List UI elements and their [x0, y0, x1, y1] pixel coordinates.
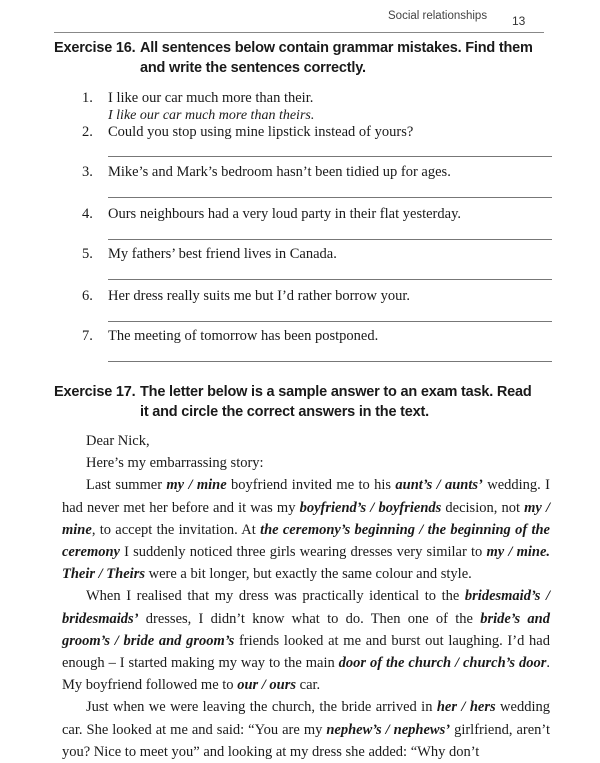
item-number: 4. [82, 206, 93, 222]
letter-salutation: Dear Nick, [86, 433, 150, 449]
item-number: 1. [82, 90, 93, 106]
answer-choice[interactable]: bride’s and groom’s / bride and groom’s [62, 610, 550, 649]
answer-line[interactable] [108, 321, 552, 322]
item-sentence: Mike’s and Mark’s bedroom hasn’t been tidied up for ages. [108, 164, 451, 180]
exercise-instruction: All sentences below contain grammar mistakes. Find them [140, 40, 533, 56]
answer-choice[interactable]: boyfriend’s / boyfriends [299, 499, 442, 516]
answer-choice[interactable]: my / mine [62, 499, 550, 538]
letter-paragraph: Last summer my / mine boyfriend invited me to his aunt’s / aunts’ wedding. I had never met her before and it was my boyfriend’s / boyfriends decision, not my / mine, to accept the invitation. At the ceremony’s beginning / the beginning of the ceremony I suddenly noticed three girls wearing dresses very similar to my / mine. Their / Theirs were a bit longer, but exactly the same colour and style. [62, 477, 550, 583]
item-sentence: I like our car much more than their. [108, 90, 314, 106]
answer-choice[interactable]: nephew’s / nephews’ [326, 721, 451, 738]
item-sentence: Her dress really suits me but I’d rather borrow your. [108, 288, 411, 304]
answer-line[interactable] [108, 239, 552, 240]
exercise-instruction: and write the sentences correctly. [140, 60, 366, 76]
item-number: 5. [82, 246, 93, 262]
answer-choice[interactable]: the ceremony’s beginning / the beginning of the ceremony [62, 521, 550, 561]
item-sentence: Could you stop using mine lipstick instead of yours? [108, 124, 414, 140]
item-number: 3. [82, 164, 93, 180]
page-header [0, 8, 600, 38]
exercise-16-title [54, 38, 533, 78]
example-answer: I like our car much more than theirs. [108, 108, 315, 123]
item-sentence: Ours neighbours had a very loud party in their flat yesterday. [108, 206, 461, 222]
answer-choice[interactable]: our / ours [237, 677, 297, 694]
exercise-label: Exercise 17. [54, 384, 136, 400]
exercise-item [82, 89, 313, 107]
exercise-item [82, 205, 461, 223]
item-number: 2. [82, 124, 93, 140]
answer-choice[interactable]: my / mine. Their / Theirs [62, 544, 550, 583]
answer-line[interactable] [108, 279, 552, 280]
exercise-instruction: The letter below is a sample answer to an exam task. Read [140, 384, 532, 400]
exercise-17-title [54, 382, 532, 422]
section-title: Social relationships [388, 10, 488, 22]
item-sentence: My fathers’ best friend lives in Canada. [108, 246, 337, 262]
answer-choice[interactable]: door of the church / church’s door [338, 655, 547, 672]
exercise-item [82, 327, 378, 345]
answer-line[interactable] [108, 156, 552, 157]
exercise-item [82, 245, 337, 263]
answer-choice[interactable]: her / hers [436, 699, 496, 716]
letter-text [62, 430, 550, 763]
letter-paragraph: Just when we were leaving the church, the bride arrived in her / hers wedding car. She looked at me and said: “You are my nephew’s / nephews’ girlfriend, aren’t you? Nice to meet you” and looking at my dress she added: “Why don’t [62, 699, 550, 760]
exercise-item [82, 163, 451, 181]
item-sentence: The meeting of tomorrow has been postponed. [108, 328, 379, 344]
exercise-item [82, 287, 410, 305]
answer-line[interactable] [108, 197, 552, 198]
exercise-instruction: it and circle the correct answers in the text. [140, 404, 429, 420]
letter-intro: Here’s my embarrassing story: [86, 455, 264, 472]
page-number: 13 [512, 14, 526, 28]
answer-line[interactable] [108, 361, 552, 362]
exercise-label: Exercise 16. [54, 40, 136, 56]
answer-choice[interactable]: aunt’s / aunts’ [395, 477, 483, 494]
exercise-item [82, 123, 413, 141]
answer-choice[interactable]: my / mine [166, 477, 227, 494]
item-number: 6. [82, 288, 93, 304]
letter-paragraph: When I realised that my dress was practically identical to the bridesmaid’s / bridesmaids’ dresses, I didn’t know what to do. Then one of the bride’s and groom’s / bride and groom’s friends looked at me and burst out laughing. I’d had enough – I started making my way to the main door of the church / church’s door. My boyfriend followed me to our / ours car. [62, 588, 550, 694]
item-number: 7. [82, 328, 93, 344]
header-rule [54, 32, 544, 33]
answer-choice[interactable]: bridesmaid’s / bridesmaids’ [62, 588, 550, 627]
